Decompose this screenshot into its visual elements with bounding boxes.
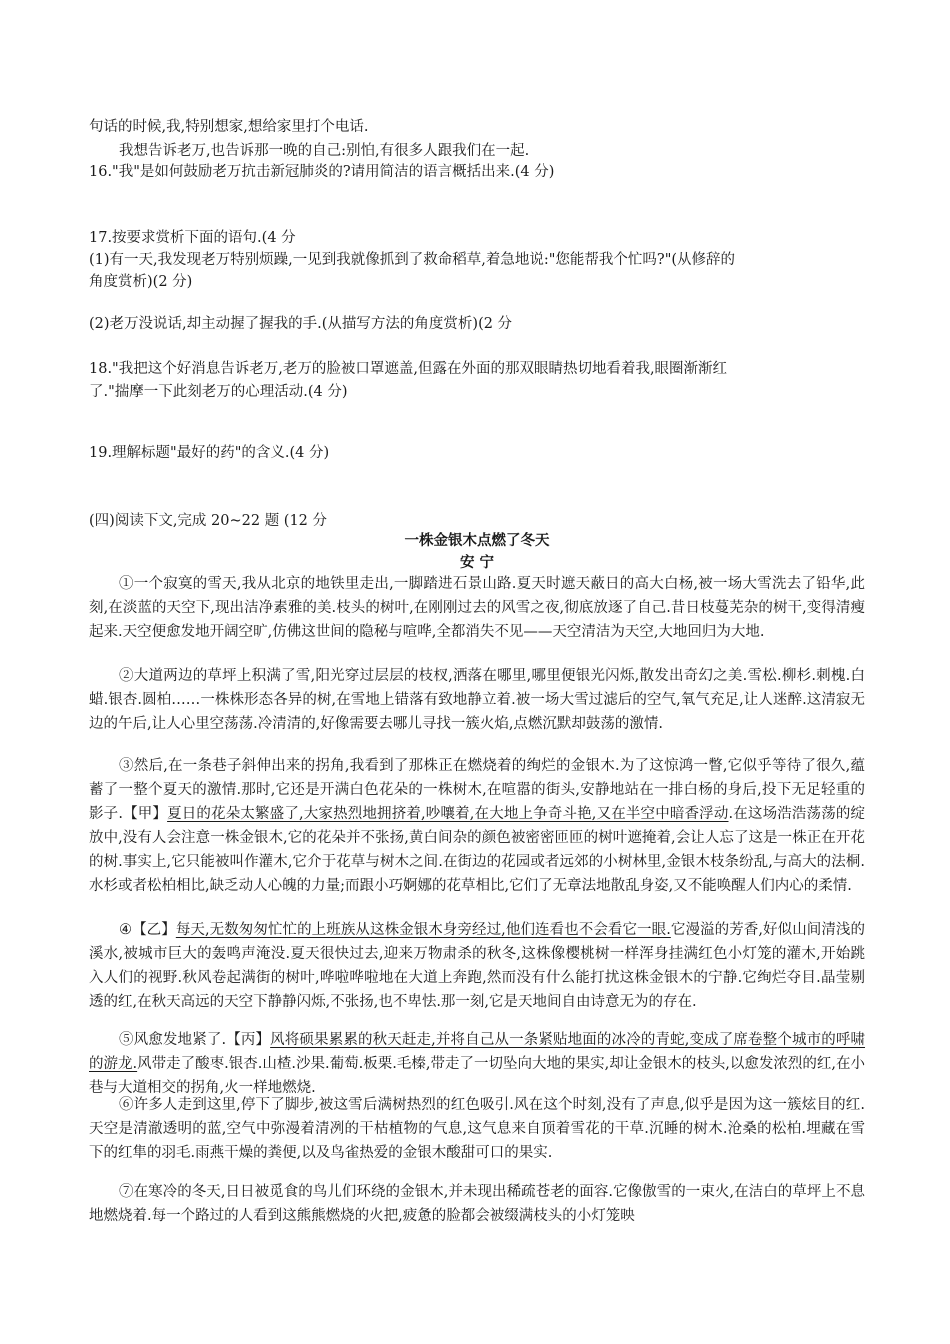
question-16: 16."我"是如何鼓励老万抗击新冠肺炎的?请用简洁的语言概括出来.(4 分)	[89, 164, 555, 180]
paragraph-4-text: 它漫溢的芳香,好似山间清浅的溪水,被城市巨大的轰鸣声淹没.夏天很快过去,迎来万物肃杀的秋冬,这株像樱桃树一样浑身挂满红色小灯笼的灌木,开始跳入人们的视野.秋风卷起满街的树叶,哗啦哗啦地在大道上奔跑,然而没有什么能打扰这株金银木的宁静.它绚烂夺目.晶莹剔透的红,在秋天高远的天空下静静闪烁,不张扬,也不卑怯.那一刻,它是天地间自由诗意无为的存在.	[89, 922, 866, 1010]
question-18-line-1: 18."我把这个好消息告诉老万,老万的脸被口罩遮盖,但露在外面的那双眼睛热切地看着我,眼圈渐渐红	[89, 361, 728, 377]
question-17-1-line-2: 角度赏析)(2 分)	[89, 274, 193, 290]
paragraph-3-text-start: ③然后,在一条巷子斜伸出来的拐角,我看到了那株正在燃烧着的绚烂的金银木.为了这惊鸿一瞥,它似乎等待了很久,蕴蓄了一整个夏天的激情.那时,它还是开满白色花朵的一株树木,在喧嚣的街头,安静地站在一排白杨的身后,投下无足轻重的影子.	[89, 758, 865, 822]
question-17: 17.按要求赏析下面的语句.(4 分	[89, 230, 296, 246]
paragraph-5-text-end: 风带走了酸枣.银杏.山楂.沙果.葡萄.板栗.毛榛,带走了一切坠向大地的果实,却让金银木的枝头,以愈发浓烈的红,在小巷与大道相交的拐角,火一样地燃烧.	[89, 1056, 865, 1096]
article-paragraph-5	[89, 1028, 865, 1100]
article-paragraph-1: ①一个寂寞的雪天,我从北京的地铁里走出,一脚踏进石景山路.夏天时遮天蔽日的高大白杨,被一场大雪洗去了铅华,此刻,在淡蓝的天空下,现出洁净素雅的美.枝头的树叶,在刚刚过去的风雪之夜,彻底放逐了自己.昔日枝蔓芜杂的树干,变得清瘦起来.天空便愈发地开阔空旷,仿佛这世间的隐秘与喧哗,全都消失不见——天空清洁为天空,大地回归为大地.	[89, 576, 865, 640]
intro-line-2: 我想告诉老万,也告诉那一晚的自己:别怕,有很多人跟我们在一起.	[119, 143, 530, 159]
article-author: 安 宁	[459, 555, 495, 571]
article-paragraph-2: ②大道两边的草坪上积满了雪,阳光穿过层层的枝杈,洒落在哪里,哪里便银光闪烁,散发出奇幻之美.雪松.柳杉.刺槐.白蜡.银杏.圆柏……一株株形态各异的树,在雪地上错落有致地静立着.被一场大雪过滤后的空气,氧气充足,让人迷醉.这清寂无边的午后,让人心里空荡荡.冷清清的,好像需要去哪儿寻找一簇火焰,点燃沉默却鼓荡的激情.	[89, 668, 865, 732]
question-18-line-2: 了."揣摩一下此刻老万的心理活动.(4 分)	[89, 384, 348, 400]
underlined-sentence-bing: 风将硕果累累的秋天赶走,并将自己从一条紧贴地面的冰冷的青蛇,变成了席卷整个城市的呼啸的游龙.	[89, 1032, 866, 1072]
article-paragraph-3	[89, 754, 865, 898]
question-19: 19.理解标题"最好的药"的含义.(4 分)	[89, 445, 330, 461]
article-title: 一株金银木点燃了冬天	[404, 533, 550, 549]
underlined-sentence-yi: 每天,无数匆匆忙忙的上班族从这株金银木身旁经过,他们连看也不会看它一眼.	[175, 922, 671, 938]
intro-line-1: 句话的时候,我,特别想家,想给家里打个电话.	[89, 119, 369, 135]
marker-bing: 【丙】	[226, 1032, 271, 1048]
paragraph-4-number: ④	[119, 922, 133, 938]
marker-yi: 【乙】	[132, 922, 176, 938]
section-4-header: (四)阅读下文,完成 20~22 题 (12 分	[89, 513, 328, 529]
question-17-2: (2)老万没说话,却主动握了握我的手.(从描写方法的角度赏析)(2 分	[89, 316, 513, 332]
marker-jia: 【甲】	[122, 806, 168, 822]
paragraph-3-text-end: .在这场浩浩荡荡的绽放中,没有人会注意一株金银木,它的花朵并不张扬,黄白间杂的颜色被密密匝匝的树叶遮掩着,会让人忘了这是一株正在开花的树.事实上,它只能被叫作灌木,它介于花草与树木之间.在街边的花园或者远郊的小树林里,金银木枝条纷乱,与高大的法桐.水杉或者松柏相比,缺乏动人心魄的力量;而跟小巧婀娜的花草相比,它们了无章法地散乱身姿,又不能唤醒人们内心的柔情.	[89, 806, 866, 894]
article-paragraph-7: ⑦在寒冷的冬天,日日被觅食的鸟儿们环绕的金银木,并未现出稀疏苍老的面容.它像傲雪的一束火,在洁白的草坪上不息地燃烧着.每一个路过的人看到这熊熊燃烧的火把,疲惫的脸都会被缀满枝头的小灯笼映	[89, 1184, 865, 1224]
underlined-sentence-jia: 夏日的花朵太繁盛了,大家热烈地拥挤着,吵嚷着,在大地上争奇斗艳,又在半空中暗香浮动	[167, 806, 729, 822]
paragraph-5-text-start: ⑤风愈发地紧了.	[119, 1032, 227, 1048]
article-paragraph-6: ⑥许多人走到这里,停下了脚步,被这雪后满树热烈的红色吸引.风在这个时刻,没有了声息,似乎是因为这一簇炫目的红.天空是清澈透明的蓝,空气中弥漫着清冽的干枯植物的气息,这气息来自顶着雪花的干草.沉睡的树木.沧桑的松柏.埋藏在雪下的红隼的羽毛.雨燕干燥的粪便,以及鸟雀热爱的金银木酸甜可口的果实.	[89, 1097, 865, 1161]
question-17-1-line-1: (1)有一天,我发现老万特别烦躁,一见到我就像抓到了救命稻草,着急地说:"您能帮我个忙吗?"(从修辞的	[89, 252, 736, 268]
article-paragraph-4	[89, 918, 865, 1014]
